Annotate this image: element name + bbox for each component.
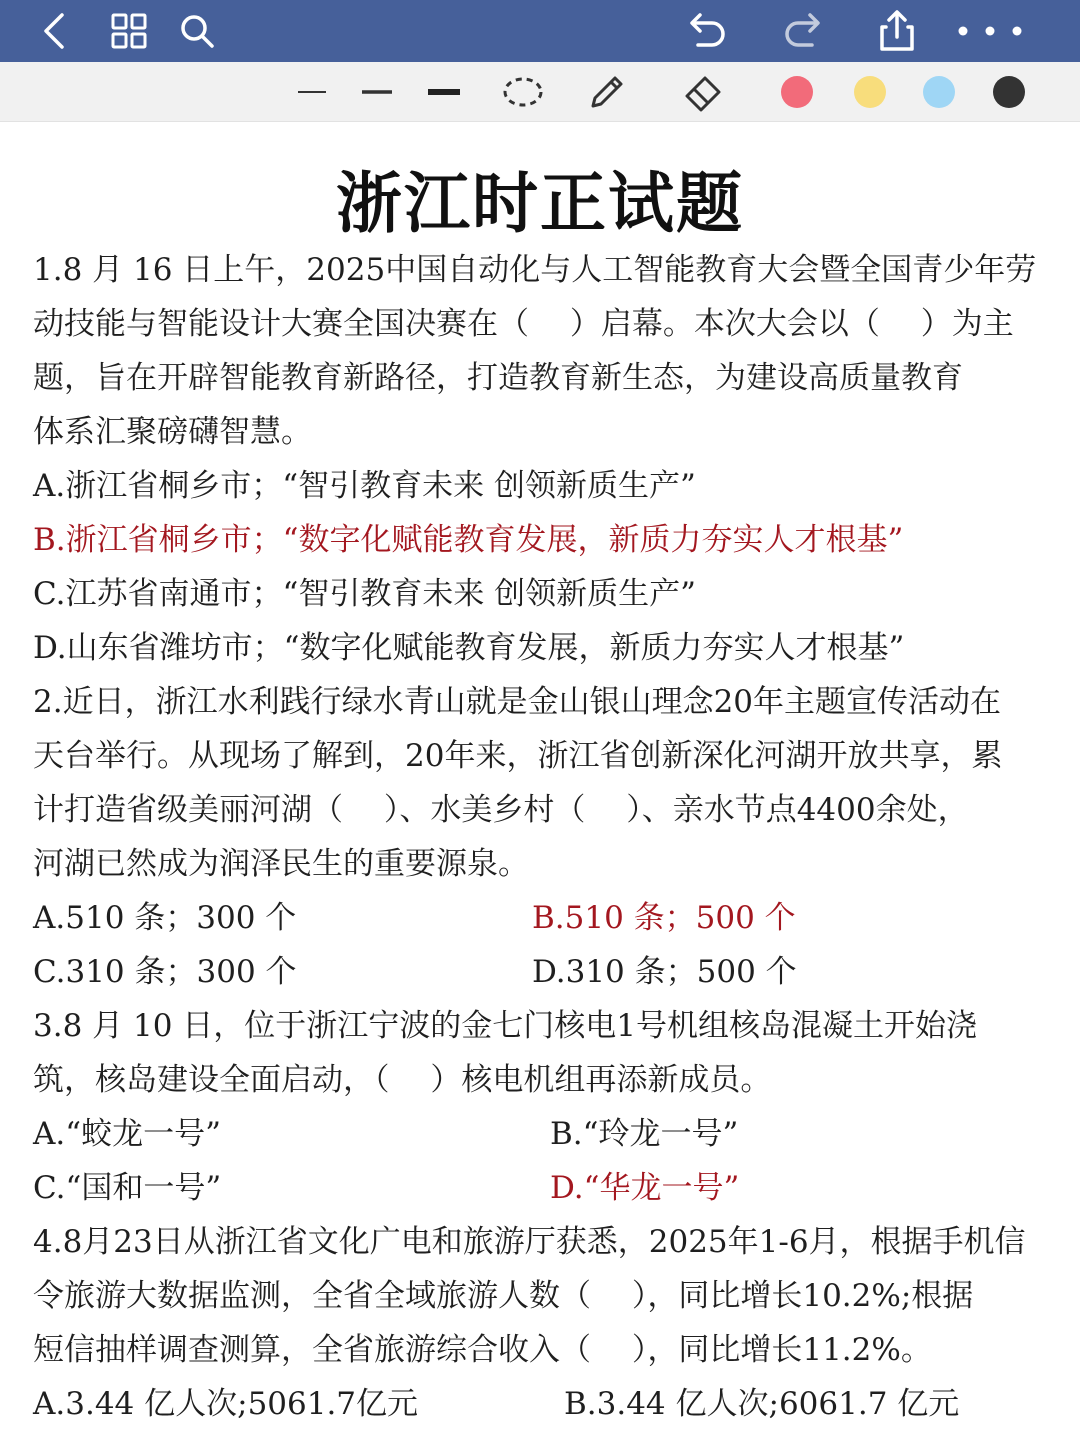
search-icon[interactable] bbox=[174, 8, 220, 54]
question-4-text: 短信抽样调查测算，全省旅游综合收入（ ），同比增长11.2%。 bbox=[33, 1332, 932, 1368]
medium-line-icon[interactable] bbox=[358, 62, 396, 122]
thick-line-icon[interactable] bbox=[424, 62, 464, 122]
annotation-toolbar bbox=[0, 62, 1080, 122]
question-3-option-d-answer: D.“华龙一号” bbox=[550, 1170, 740, 1206]
grid-icon[interactable] bbox=[106, 8, 152, 54]
top-app-bar bbox=[0, 0, 1080, 62]
color-swatch-blue[interactable] bbox=[922, 62, 956, 122]
question-2-option-a: A.510 条；300 个 bbox=[33, 900, 297, 936]
question-4-option-b: B.3.44 亿人次;6061.7 亿元 bbox=[564, 1386, 960, 1422]
color-dot bbox=[993, 76, 1025, 108]
question-1-option-d: D.山东省潍坊市；“数字化赋能教育发展，新质力夯实人才根基” bbox=[33, 630, 905, 666]
color-swatch-yellow[interactable] bbox=[853, 62, 887, 122]
question-1-text: 动技能与智能设计大赛全国决赛在（ ）启幕。本次大会以（ ）为主 bbox=[33, 306, 1014, 342]
color-dot bbox=[854, 76, 886, 108]
redo-icon[interactable] bbox=[776, 8, 826, 54]
question-1-option-b-answer: B.浙江省桐乡市；“数字化赋能教育发展，新质力夯实人才根基” bbox=[33, 522, 904, 558]
question-2-text: 河湖已然成为润泽民生的重要源泉。 bbox=[33, 846, 529, 882]
question-2-text: 天台举行。从现场了解到，20年来，浙江省创新深化河湖开放共享，累 bbox=[33, 738, 1003, 774]
question-1-text: 1.8 月 16 日上午，2025中国自动化与人工智能教育大会暨全国青少年劳 bbox=[33, 252, 1037, 288]
question-1-option-c: C.江苏省南通市；“智引教育未来 创领新质生产” bbox=[33, 576, 697, 612]
question-3-option-c: C.“国和一号” bbox=[33, 1170, 222, 1206]
pencil-icon[interactable] bbox=[584, 62, 630, 122]
lasso-icon[interactable] bbox=[500, 62, 546, 122]
more-icon[interactable] bbox=[950, 8, 1030, 54]
thin-line-icon[interactable] bbox=[294, 62, 330, 122]
question-3-option-b: B.“玲龙一号” bbox=[550, 1116, 739, 1152]
document-page bbox=[0, 122, 1080, 1443]
question-4-text: 4.8月23日从浙江省文化广电和旅游厅获悉，2025年1-6月，根据手机信 bbox=[33, 1224, 1026, 1260]
undo-icon[interactable] bbox=[684, 8, 734, 54]
question-2-option-c: C.310 条；300 个 bbox=[33, 954, 297, 990]
question-2-option-d: D.310 条；500 个 bbox=[532, 954, 797, 990]
question-4-option-a: A.3.44 亿人次;5061.7亿元 bbox=[33, 1386, 419, 1422]
color-swatch-black[interactable] bbox=[992, 62, 1026, 122]
eraser-icon[interactable] bbox=[678, 62, 728, 122]
back-icon[interactable] bbox=[32, 8, 78, 54]
question-1-text: 题，旨在开辟智能教育新路径，打造教育新生态，为建设高质量教育 bbox=[33, 360, 963, 396]
page-title: 浙江时正试题 bbox=[336, 164, 744, 242]
question-3-text: 筑，核岛建设全面启动，（ ）核电机组再添新成员。 bbox=[33, 1062, 772, 1098]
question-4-text: 令旅游大数据监测，全省全域旅游人数（ ），同比增长10.2%;根据 bbox=[33, 1278, 974, 1314]
question-2-text: 2.近日，浙江水利践行绿水青山就是金山银山理念20年主题宣传活动在 bbox=[33, 684, 1002, 720]
question-3-option-a: A.“蛟龙一号” bbox=[33, 1116, 221, 1152]
question-2-text: 计打造省级美丽河湖（ ）、水美乡村（ ）、亲水节点4400余处， bbox=[33, 792, 969, 828]
question-2-option-b-answer: B.510 条；500 个 bbox=[532, 900, 796, 936]
color-dot bbox=[781, 76, 813, 108]
share-icon[interactable] bbox=[872, 8, 922, 54]
question-1-option-a: A.浙江省桐乡市；“智引教育未来 创领新质生产” bbox=[33, 468, 696, 504]
question-1-text: 体系汇聚磅礴智慧。 bbox=[33, 414, 312, 450]
color-dot bbox=[923, 76, 955, 108]
question-3-text: 3.8 月 10 日，位于浙江宁波的金七门核电1号机组核岛混凝土开始浇 bbox=[33, 1008, 978, 1044]
color-swatch-pink[interactable] bbox=[780, 62, 814, 122]
